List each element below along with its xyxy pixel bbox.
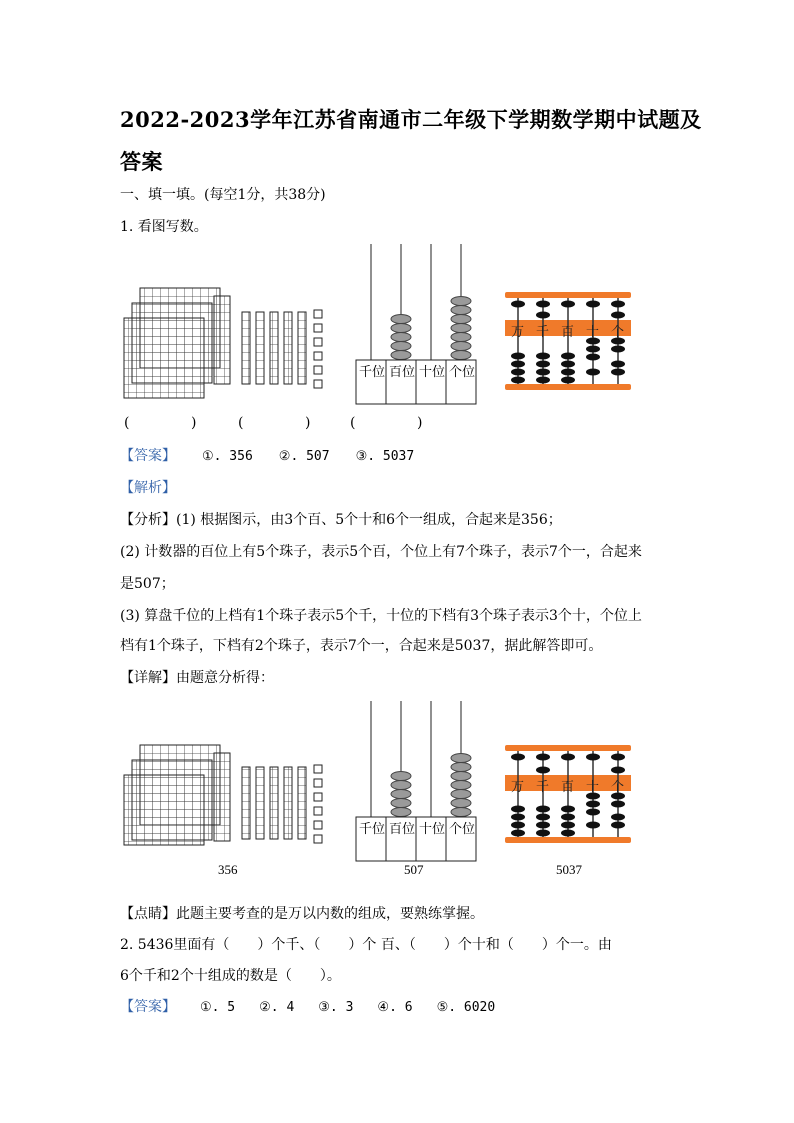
tens-rods [242,312,306,384]
abacus2-label-shi: 十 [586,779,600,794]
analysis-line-1: 【分析】(1) 根据图示，由3个百、5个十和6个一组成，合起来是356； [120,512,562,528]
abacus2-label-bai: 百 [561,779,575,794]
analysis-line-3: 是507； [120,576,175,592]
counter-label-thousands: 千位 [358,364,385,379]
figure-value-1: 356 [218,862,238,877]
blank-2-close: ) [305,415,311,431]
abacus-label-bai: 百 [561,324,575,339]
abacus-label-ge: 个 [611,324,625,339]
counter-label-hundreds: 百位 [388,364,415,379]
tens-rods-2 [242,767,306,839]
counter2-label-ones: 个位 [448,821,475,836]
abacus-label-qian: 千 [536,324,550,339]
blank-2-open: ( [238,415,244,431]
blank-1-close: ) [191,415,197,431]
q2-answer-5: ⑤. 6020 [436,1000,496,1015]
analysis-line-5: 档有1个珠子，下档有2个珠子，表示7个一，合起来是5037，据此解答即可。 [120,638,603,654]
q2-answer-2: ②. 4 [259,1000,295,1015]
abacus2-label-ge: 个 [611,779,625,794]
q2-answer-3: ③. 3 [318,1000,354,1015]
counter-label-ones: 个位 [448,364,475,379]
figure-value-3: 5037 [556,862,582,877]
blank-3-open: ( [350,415,356,431]
ones-cubes [314,310,322,388]
blank-3-close: ) [417,415,423,431]
analysis-label: 【解析】 [120,480,176,496]
q2-answer-4: ④. 6 [377,1000,413,1015]
remark-line: 【点睛】此题主要考查的是万以内数的组成，要熟练掌握。 [120,906,484,922]
detail-line: 【详解】由题意分析得： [120,670,274,686]
answer-3: ③. 5037 [355,449,415,464]
section-heading: 一、填一填。(每空1分，共38分) [120,187,326,203]
abacus-label-shi: 十 [586,324,600,339]
q1-answer [120,447,414,466]
counter2-label-tens: 十位 [418,821,445,836]
q2-answer-label: 【答案】 [120,999,176,1015]
analysis-line-2: (2) 计数器的百位上有5个珠子，表示5个百，个位上有7个珠子，表示7个一，合起来 [120,544,642,560]
abacus2-label-wan: 万 [511,779,525,794]
hundreds-blocks [124,288,230,398]
q2-answer-1: ①. 5 [200,1000,236,1015]
question-1-stem: 1. 看图写数。 [120,219,208,235]
answer-label: 【答案】 [120,448,176,464]
question-2-line-1: 2. 5436里面有（ ）个千、（ ）个 百、（ ）个十和（ ）个一。由 [120,937,612,953]
counter2-label-thousands: 千位 [358,821,385,836]
counter2-label-hundreds: 百位 [388,821,415,836]
abacus [505,292,631,390]
abacus2-label-qian: 千 [536,779,550,794]
title-line-1: 2022-2023学年江苏省南通市二年级下学期数学期中试题及 [120,107,702,132]
question-2-line-2: 6个千和2个十组成的数是（ ）。 [120,968,341,984]
figure-value-2: 507 [404,862,424,877]
q2-answer [120,998,495,1017]
blank-1-open: ( [124,415,130,431]
counting-frame-2 [356,701,476,861]
counter-label-tens: 十位 [418,364,445,379]
title-line-2: 答案 [120,149,163,174]
abacus-label-wan: 万 [511,324,525,339]
analysis-line-4: (3) 算盘千位的上档有1个珠子表示5个千，十位的下档有3个珠子表示3个十，个位上 [120,608,642,624]
hundreds-blocks-2 [124,745,230,845]
ones-cubes-2 [314,765,322,843]
counting-frame [356,244,476,404]
answer-1: ①. 356 [202,449,253,464]
answer-2: ②. 507 [278,449,330,464]
